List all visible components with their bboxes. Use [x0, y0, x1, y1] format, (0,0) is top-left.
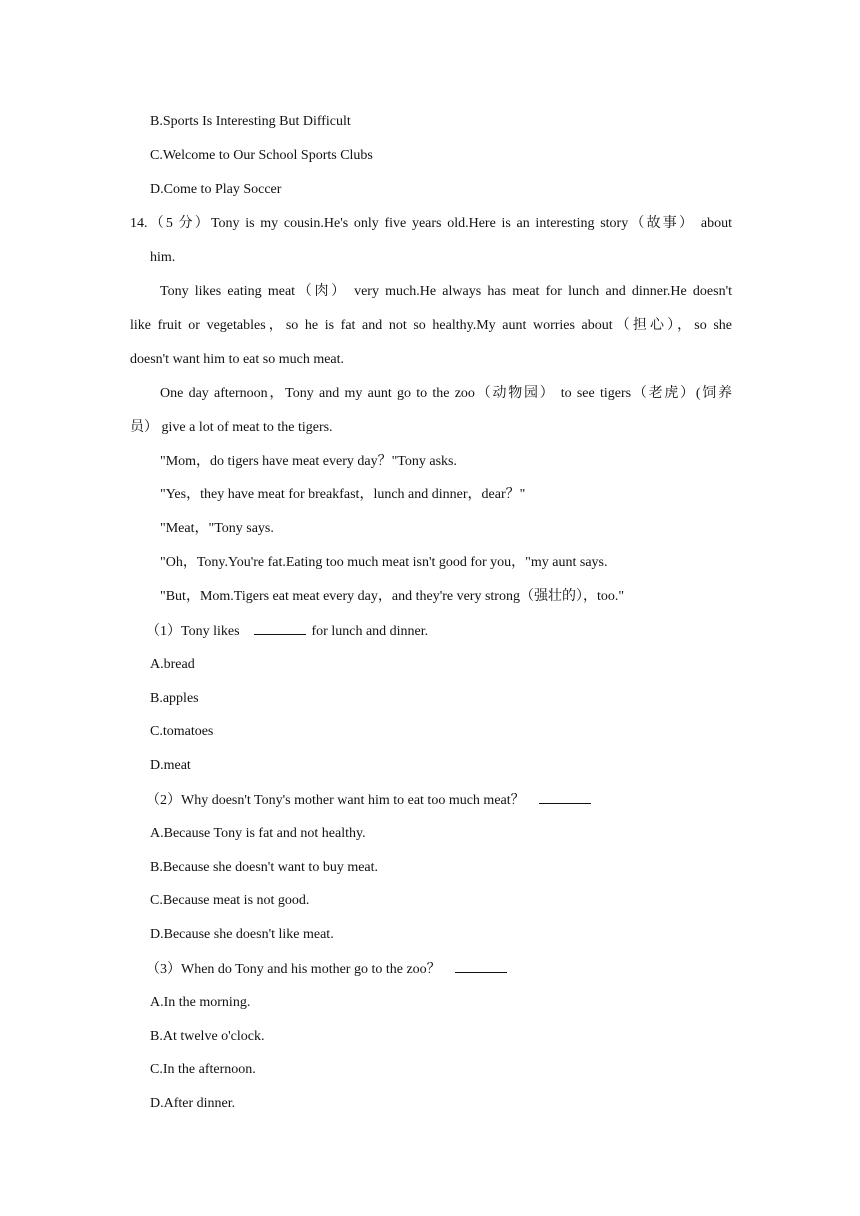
passage-line: Tony likes eating meat（肉） very much.He always has meat for lunch and dinner.He doesn't [160, 284, 732, 299]
answer-blank[interactable] [539, 791, 591, 804]
sub3-option-c: C.In the afternoon. [150, 1062, 256, 1077]
passage-line: like fruit or vegetables，so he is fat and not so healthy.My aunt worries about（担心），so she [130, 318, 732, 333]
sub-question-1-suffix: for lunch and dinner. [311, 624, 429, 639]
sub2-option-d: D.Because she doesn't like meat. [150, 927, 334, 942]
sub-question-1-prefix: （1）Tony likes [146, 624, 240, 639]
option-c: C.Welcome to Our School Sports Clubs [150, 148, 373, 163]
sub1-option-b: B.apples [150, 691, 199, 706]
sub2-option-b: B.Because she doesn't want to buy meat. [150, 860, 379, 875]
dialogue-line: "Yes，they have meat for breakfast，lunch and dinner，dear？" [160, 487, 526, 502]
answer-blank[interactable] [455, 960, 507, 973]
sub-question-3-prefix: （3）When do Tony and his mother go to the zoo？ [146, 962, 441, 977]
passage-line: doesn't want him to eat so much meat. [130, 352, 345, 367]
sub1-option-d: D.meat [150, 758, 191, 773]
sub2-option-c: C.Because meat is not good. [150, 893, 310, 908]
dialogue-line: "But，Mom.Tigers eat meat every day，and they're very strong（强壮的），too." [160, 589, 625, 604]
option-b: B.Sports Is Interesting But Difficult [150, 114, 351, 129]
sub3-option-b: B.At twelve o'clock. [150, 1029, 265, 1044]
sub3-option-d: D.After dinner. [150, 1096, 236, 1111]
sub-question-2-prefix: （2）Why doesn't Tony's mother want him to eat too much meat？ [146, 793, 525, 808]
sub1-option-a: A.bread [150, 657, 195, 672]
sub3-option-a: A.In the morning. [150, 995, 251, 1010]
sub-question-2 [146, 791, 597, 810]
sub2-option-a: A.Because Tony is fat and not healthy. [150, 826, 366, 841]
passage-line: One day afternoon，Tony and my aunt go to the zoo（动物园） to see tigers（老虎）(饲养 [160, 386, 732, 401]
passage-line: 员） give a lot of meat to the tigers. [130, 420, 333, 435]
question-header-continuation: him. [150, 250, 176, 265]
option-d: D.Come to Play Soccer [150, 182, 282, 197]
question-header: 14.（5 分）Tony is my cousin.He's only five years old.Here is an interesting story（故事） about [130, 216, 732, 231]
sub-question-3 [146, 960, 513, 979]
dialogue-line: "Oh，Tony.You're fat.Eating too much meat isn't good for you，"my aunt says. [160, 555, 608, 570]
answer-blank[interactable] [254, 622, 306, 635]
sub-question-1 [146, 622, 428, 641]
sub1-option-c: C.tomatoes [150, 724, 214, 739]
dialogue-line: "Mom，do tigers have meat every day？"Tony asks. [160, 454, 457, 469]
dialogue-line: "Meat，"Tony says. [160, 521, 274, 536]
